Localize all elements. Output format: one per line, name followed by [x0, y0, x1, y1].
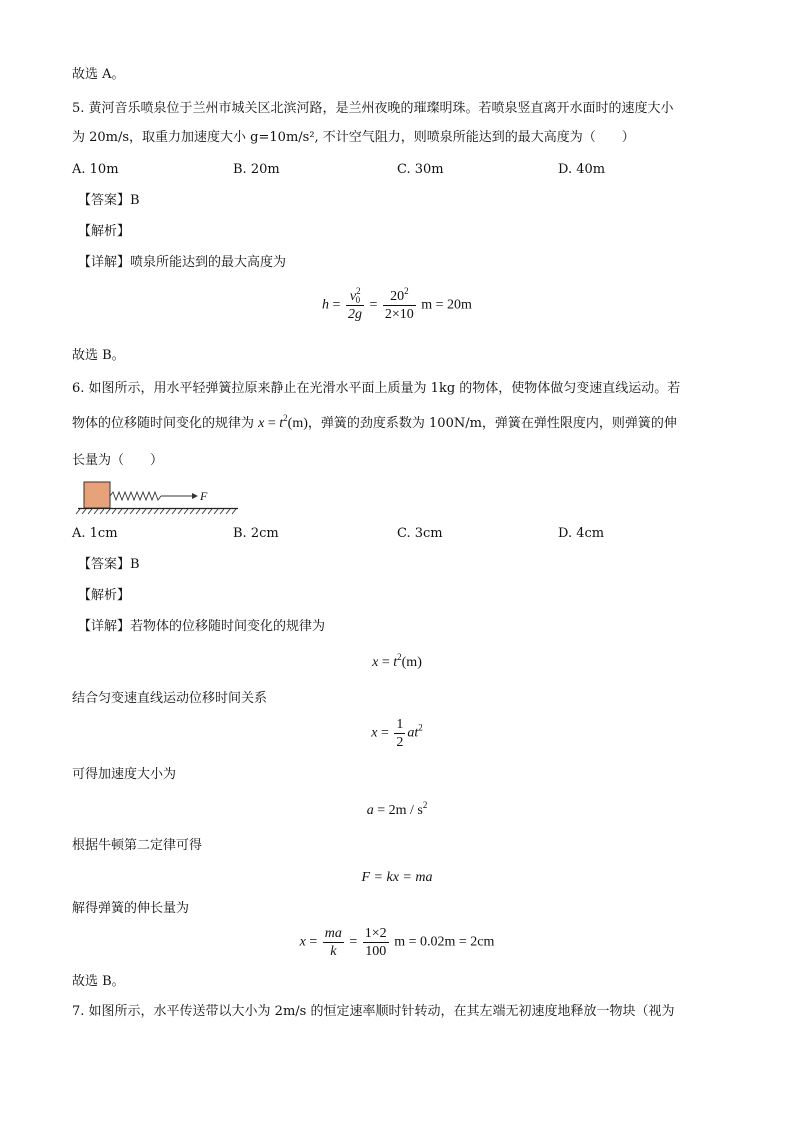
block-shape	[84, 482, 110, 508]
inline-equation: $x = t^2(m)$	[258, 413, 308, 431]
question-5-stem-cont: 为 20m/s，取重力加速度大小 g=10m/s², 不计空气阻力，则喷泉所能达到的最大高度为（ ）	[72, 130, 635, 145]
question-6-stem-end: 长量为（ ）	[72, 453, 164, 468]
option-b: B. 2cm	[233, 526, 279, 541]
text-line: 故选 B。	[72, 974, 125, 989]
spring-shape	[110, 492, 161, 500]
answer-label: 【答案】B	[78, 193, 140, 208]
force-arrow-head	[192, 493, 198, 499]
force-label: F	[200, 489, 208, 503]
text-line: 故选 A。	[72, 67, 125, 82]
option-a: A. 1cm	[72, 526, 118, 541]
option-d: D. 40m	[558, 162, 606, 177]
equation-extension: x = $\frac{ma}{k}$ = $\frac{1\times 2}{100}$ m = 0.02m = 2cm	[299, 926, 495, 959]
question-5-stem: 5. 黄河音乐喷泉位于兰州市城关区北滨河路，是兰州夜晚的璀璨明珠。若喷泉竖直离开水面时的速度大小	[72, 101, 674, 116]
equation-kinematics: x = $\frac{1}{2}$ $at^2$	[371, 717, 423, 750]
answer-label: 【答案】B	[78, 557, 140, 572]
option-d: D. 4cm	[558, 526, 605, 541]
option-c: C. 30m	[397, 162, 444, 177]
detail-label: 【详解】若物体的位移随时间变化的规律为	[78, 619, 326, 634]
option-b: B. 20m	[233, 162, 280, 177]
text-line: 根据牛顿第二定律可得	[72, 838, 203, 853]
question-6-stem-cont: 物体的位移随时间变化的规律为 $x = t^2(m)$，弹簧的劲度系数为 100N/m，弹簧在弹性限度内，则弹簧的伸	[72, 413, 677, 431]
detail-label: 【详解】喷泉所能达到的最大高度为	[78, 255, 287, 270]
question-7-stem: 7. 如图所示，水平传送带以大小为 2m/s 的恒定速率顺时针转动，在其左端无初速度地释放一物块（视为	[72, 1004, 675, 1019]
question-6-stem: 6. 如图所示，用水平轻弹簧拉原来静止在光滑水平面上质量为 1kg 的物体，使物体做匀变速直线运动。若	[72, 381, 681, 396]
equation-displacement: $x = t^2(m)$	[372, 652, 422, 670]
analysis-label: 【解析】	[78, 224, 131, 239]
spring-block-figure	[72, 478, 242, 518]
equation-newton: F = kx = ma	[361, 870, 433, 885]
option-c: C. 3cm	[397, 526, 443, 541]
text-line: 解得弹簧的伸长量为	[72, 901, 190, 916]
option-a: A. 10m	[72, 162, 119, 177]
equation-max-height: h = $\frac{v^2_0}{2g}$ = $\frac{20^2}{2\times 10}$ m = 20m	[322, 286, 472, 322]
text-line: 可得加速度大小为	[72, 767, 177, 782]
equation-acceleration: $a = 2m / s^2$	[366, 800, 428, 818]
text-line: 故选 B。	[72, 348, 125, 363]
ground-hatch	[76, 509, 236, 514]
analysis-label: 【解析】	[78, 588, 131, 603]
text-line: 结合匀变速直线运动位移时间关系	[72, 691, 268, 706]
